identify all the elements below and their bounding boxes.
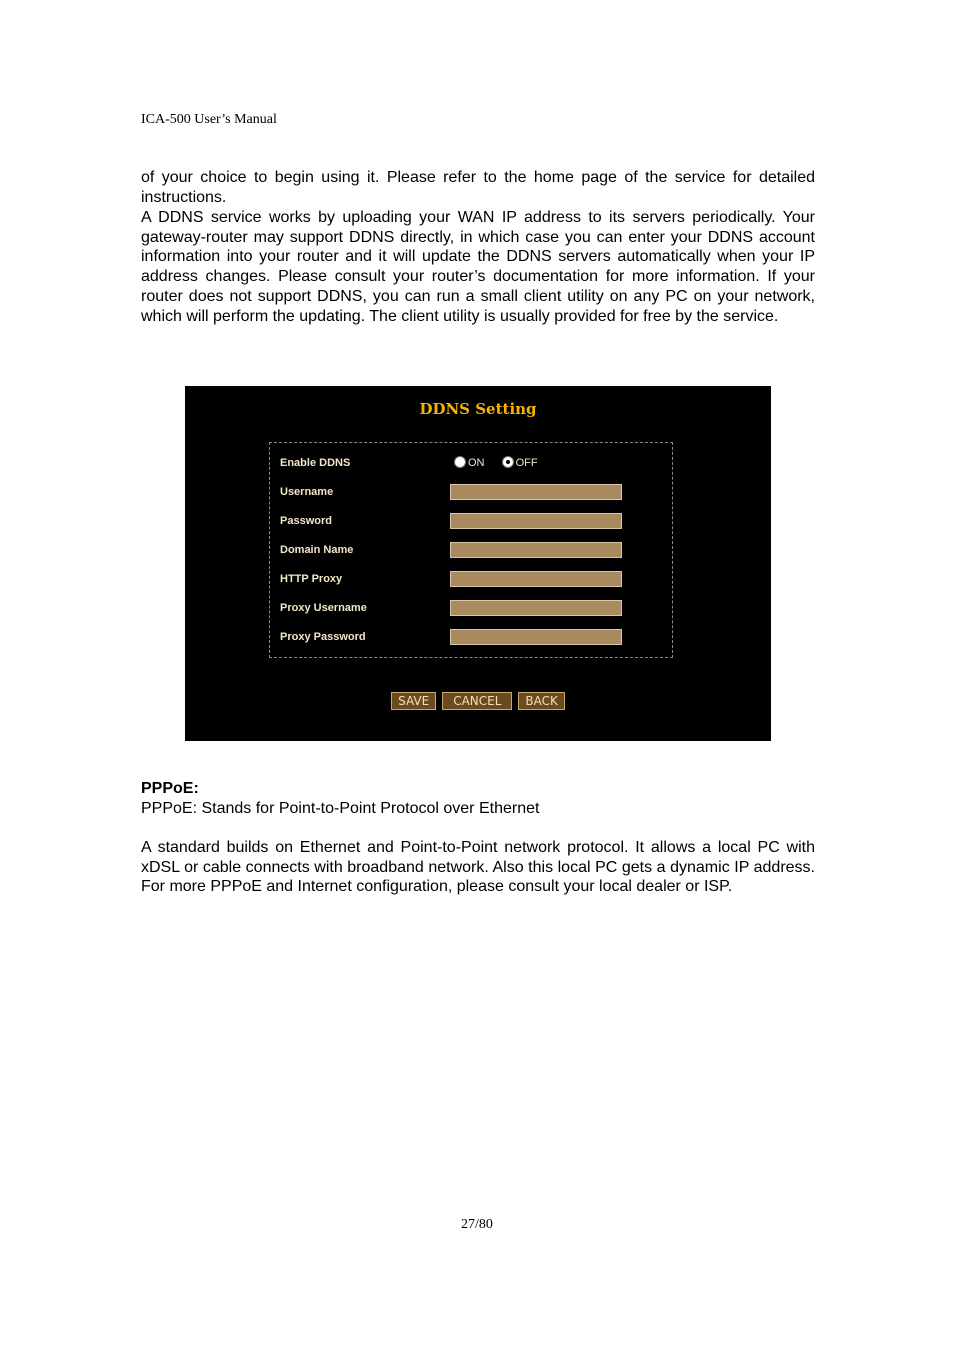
cancel-button[interactable]: CANCEL	[442, 692, 512, 710]
intro-paragraph-1: of your choice to begin using it. Please refer to the home page of the service for detailed instructions.	[141, 169, 815, 206]
domain-name-row	[270, 541, 672, 561]
document-header: ICA-500 User’s Manual	[141, 112, 277, 127]
pppoe-heading: PPPoE:	[141, 780, 199, 797]
enable-ddns-row	[270, 454, 672, 474]
back-button[interactable]: BACK	[518, 692, 564, 710]
proxy-password-row	[270, 628, 672, 648]
domain-name-input[interactable]	[450, 542, 622, 558]
enable-ddns-radio-group	[454, 456, 552, 469]
ddns-button-bar	[185, 692, 771, 710]
http-proxy-label: HTTP Proxy	[280, 573, 343, 585]
proxy-username-label: Proxy Username	[280, 602, 367, 614]
ddns-form-frame	[269, 442, 673, 658]
ddns-setting-screenshot	[185, 386, 771, 741]
password-label: Password	[280, 515, 332, 527]
enable-ddns-label: Enable DDNS	[280, 457, 351, 469]
pppoe-description: A standard builds on Ethernet and Point-to-Point network protocol. It allows a local PC with xDSL or cable connects with broadband network. Also this local PC gets a dynamic IP address. For more PPPoE and Internet configuration, please consult your local dealer or ISP.	[141, 839, 815, 896]
enable-ddns-on-radio[interactable]	[454, 456, 466, 468]
enable-ddns-off-radio[interactable]	[502, 456, 514, 468]
password-row	[270, 512, 672, 532]
proxy-password-input[interactable]	[450, 629, 622, 645]
ddns-setting-title: DDNS Setting	[419, 400, 537, 418]
enable-ddns-on-label: ON	[468, 457, 485, 469]
username-label: Username	[280, 486, 334, 498]
domain-name-label: Domain Name	[280, 544, 354, 556]
pppoe-definition: PPPoE: Stands for Point-to-Point Protocol over Ethernet	[141, 800, 540, 817]
username-row	[270, 483, 672, 503]
username-input[interactable]	[450, 484, 622, 500]
page-number: 27/80	[461, 1217, 493, 1232]
proxy-password-label: Proxy Password	[280, 631, 366, 643]
enable-ddns-off-label: OFF	[515, 457, 538, 469]
intro-paragraph-2: A DDNS service works by uploading your WAN IP address to its servers periodically. Your gateway-router may support DDNS directly, in which case you can enter your DDNS account information into your router and it will update the DDNS servers automatically when your IP address changes. Please consult your router’s documentation for more information. If your router does not support DDNS, you can run a small client utility on any PC on your network, which will perform the updating. The client utility is usually provided for free by the service.	[141, 209, 815, 325]
http-proxy-row	[270, 570, 672, 590]
http-proxy-input[interactable]	[450, 571, 622, 587]
proxy-username-input[interactable]	[450, 600, 622, 616]
proxy-username-row	[270, 599, 672, 619]
save-button[interactable]: SAVE	[391, 692, 436, 710]
password-input[interactable]	[450, 513, 622, 529]
